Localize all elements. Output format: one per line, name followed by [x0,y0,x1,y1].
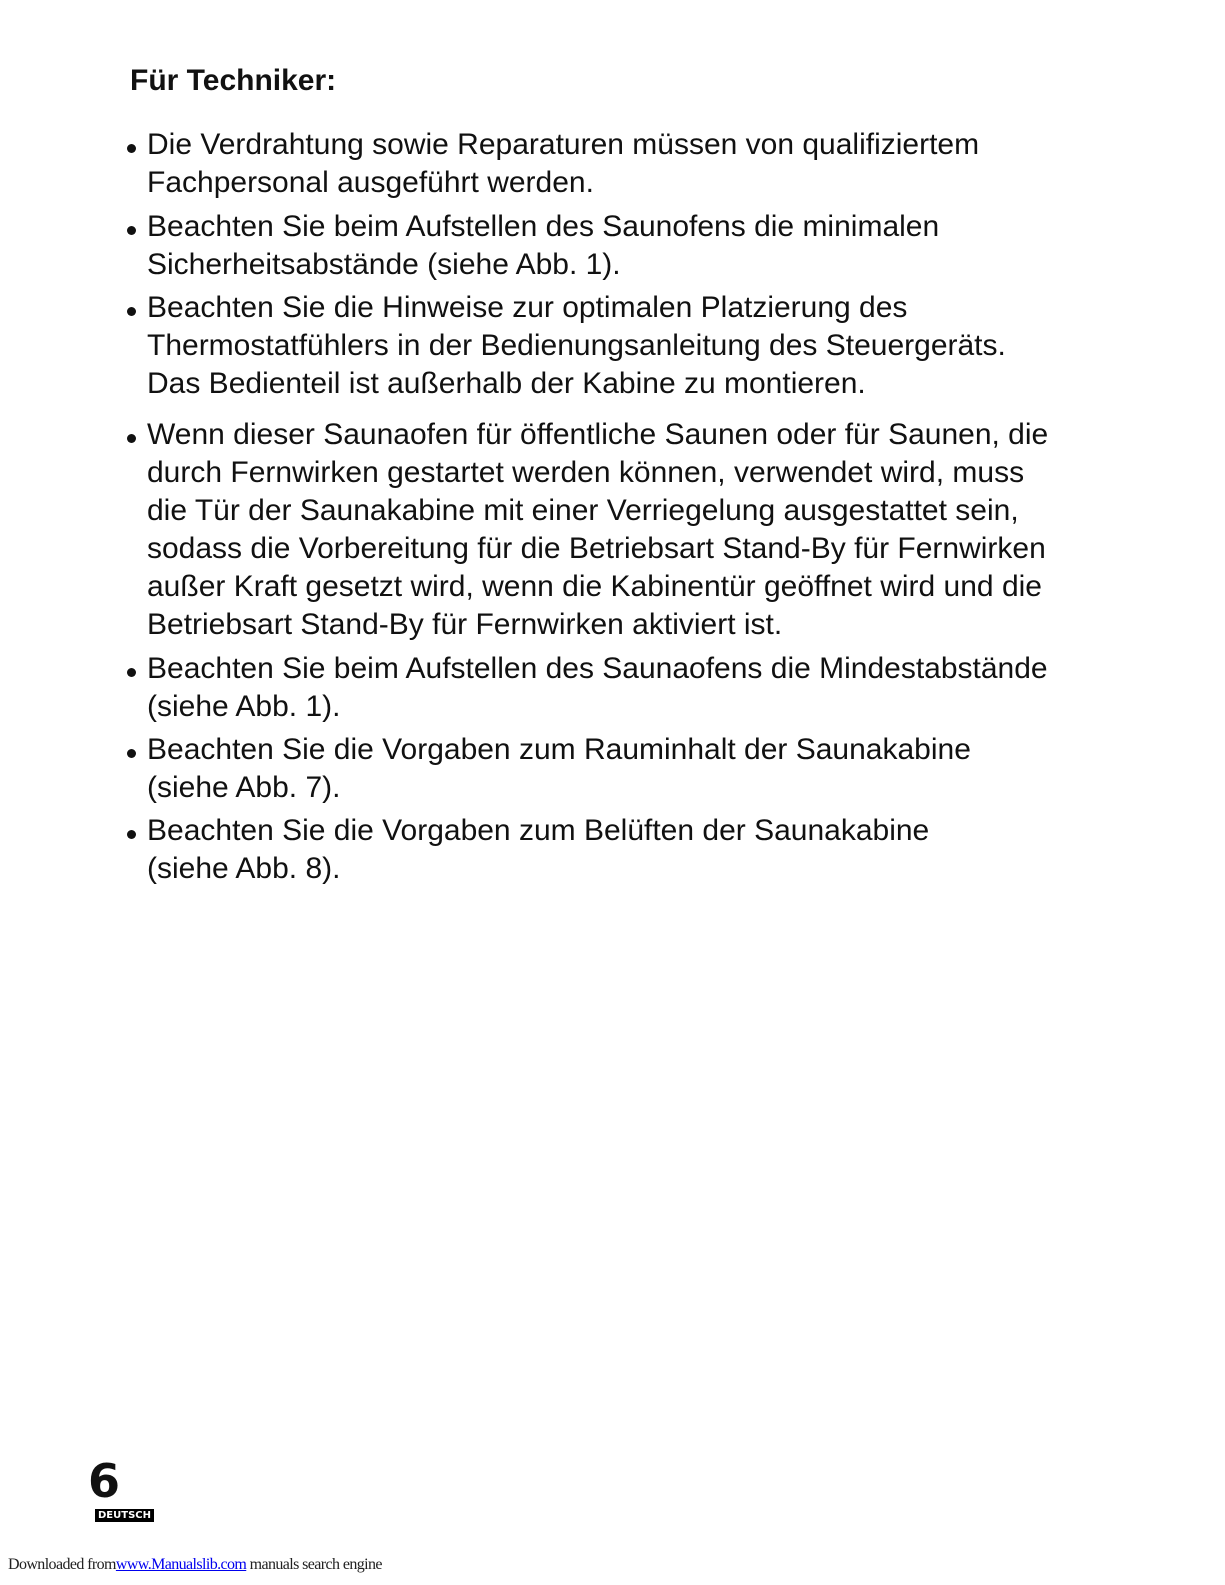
item-line: (siehe Abb. 1). [147,690,341,723]
item-line: außer Kraft gesetzt wird, wenn die Kabinentür geöffnet wird und die [147,570,1042,603]
bullet-icon [127,749,136,758]
bullet-icon [127,144,136,153]
bullet-icon [127,226,136,235]
item-line: Thermostatfühlers in der Bedienungsanleitung des Steuergeräts. [147,329,1006,362]
page-number: 6 [88,1454,119,1508]
item-line: Die Verdrahtung sowie Reparaturen müssen von qualifiziertem [147,128,980,161]
item-line: Beachten Sie beim Aufstellen des Saunaofens die Mindestabstände [147,652,1048,685]
list-item [127,289,1115,403]
item-line: Beachten Sie die Hinweise zur optimalen Platzierung des [147,291,908,324]
item-line: Beachten Sie die Vorgaben zum Rauminhalt der Saunakabine [147,733,971,766]
list-item [127,731,1115,807]
item-line: sodass die Vorbereitung für die Betriebsart Stand-By für Fernwirken [147,532,1046,565]
item-line: Sicherheitsabstände (siehe Abb. 1). [147,248,621,281]
item-line: Fachpersonal ausgeführt werden. [147,166,594,199]
manualslib-link[interactable]: www.Manualslib.com [115,1556,247,1573]
item-line: (siehe Abb. 8). [147,852,341,885]
item-line: die Tür der Saunakabine mit einer Verriegelung ausgestattet sein, [147,494,1019,527]
bullet-icon [127,668,136,677]
section-heading: Für Techniker: [130,64,337,97]
item-line: (siehe Abb. 7). [147,771,341,804]
language-badge: DEUTSCH [95,1509,154,1522]
bullet-icon [127,434,136,443]
footer-suffix: manuals search engine [249,1556,382,1573]
list-item [127,208,1115,284]
bullet-icon [127,307,136,316]
download-footer [8,1556,382,1574]
item-line: Beachten Sie die Vorgaben zum Belüften der Saunakabine [147,814,930,847]
item-line: durch Fernwirken gestartet werden können, verwendet wird, muss [147,456,1025,489]
list-item [127,650,1115,726]
list-item [127,416,1115,644]
item-line: Beachten Sie beim Aufstellen des Saunofens die minimalen [147,210,940,243]
bullet-icon [127,830,136,839]
footer-prefix: Downloaded from [8,1556,116,1573]
item-line: Wenn dieser Saunaofen für öffentliche Saunen oder für Saunen, die [147,418,1049,451]
item-line: Das Bedienteil ist außerhalb der Kabine zu montieren. [147,367,866,400]
list-item [127,126,1115,202]
item-line: Betriebsart Stand-By für Fernwirken aktiviert ist. [147,608,783,641]
list-item [127,812,1115,888]
